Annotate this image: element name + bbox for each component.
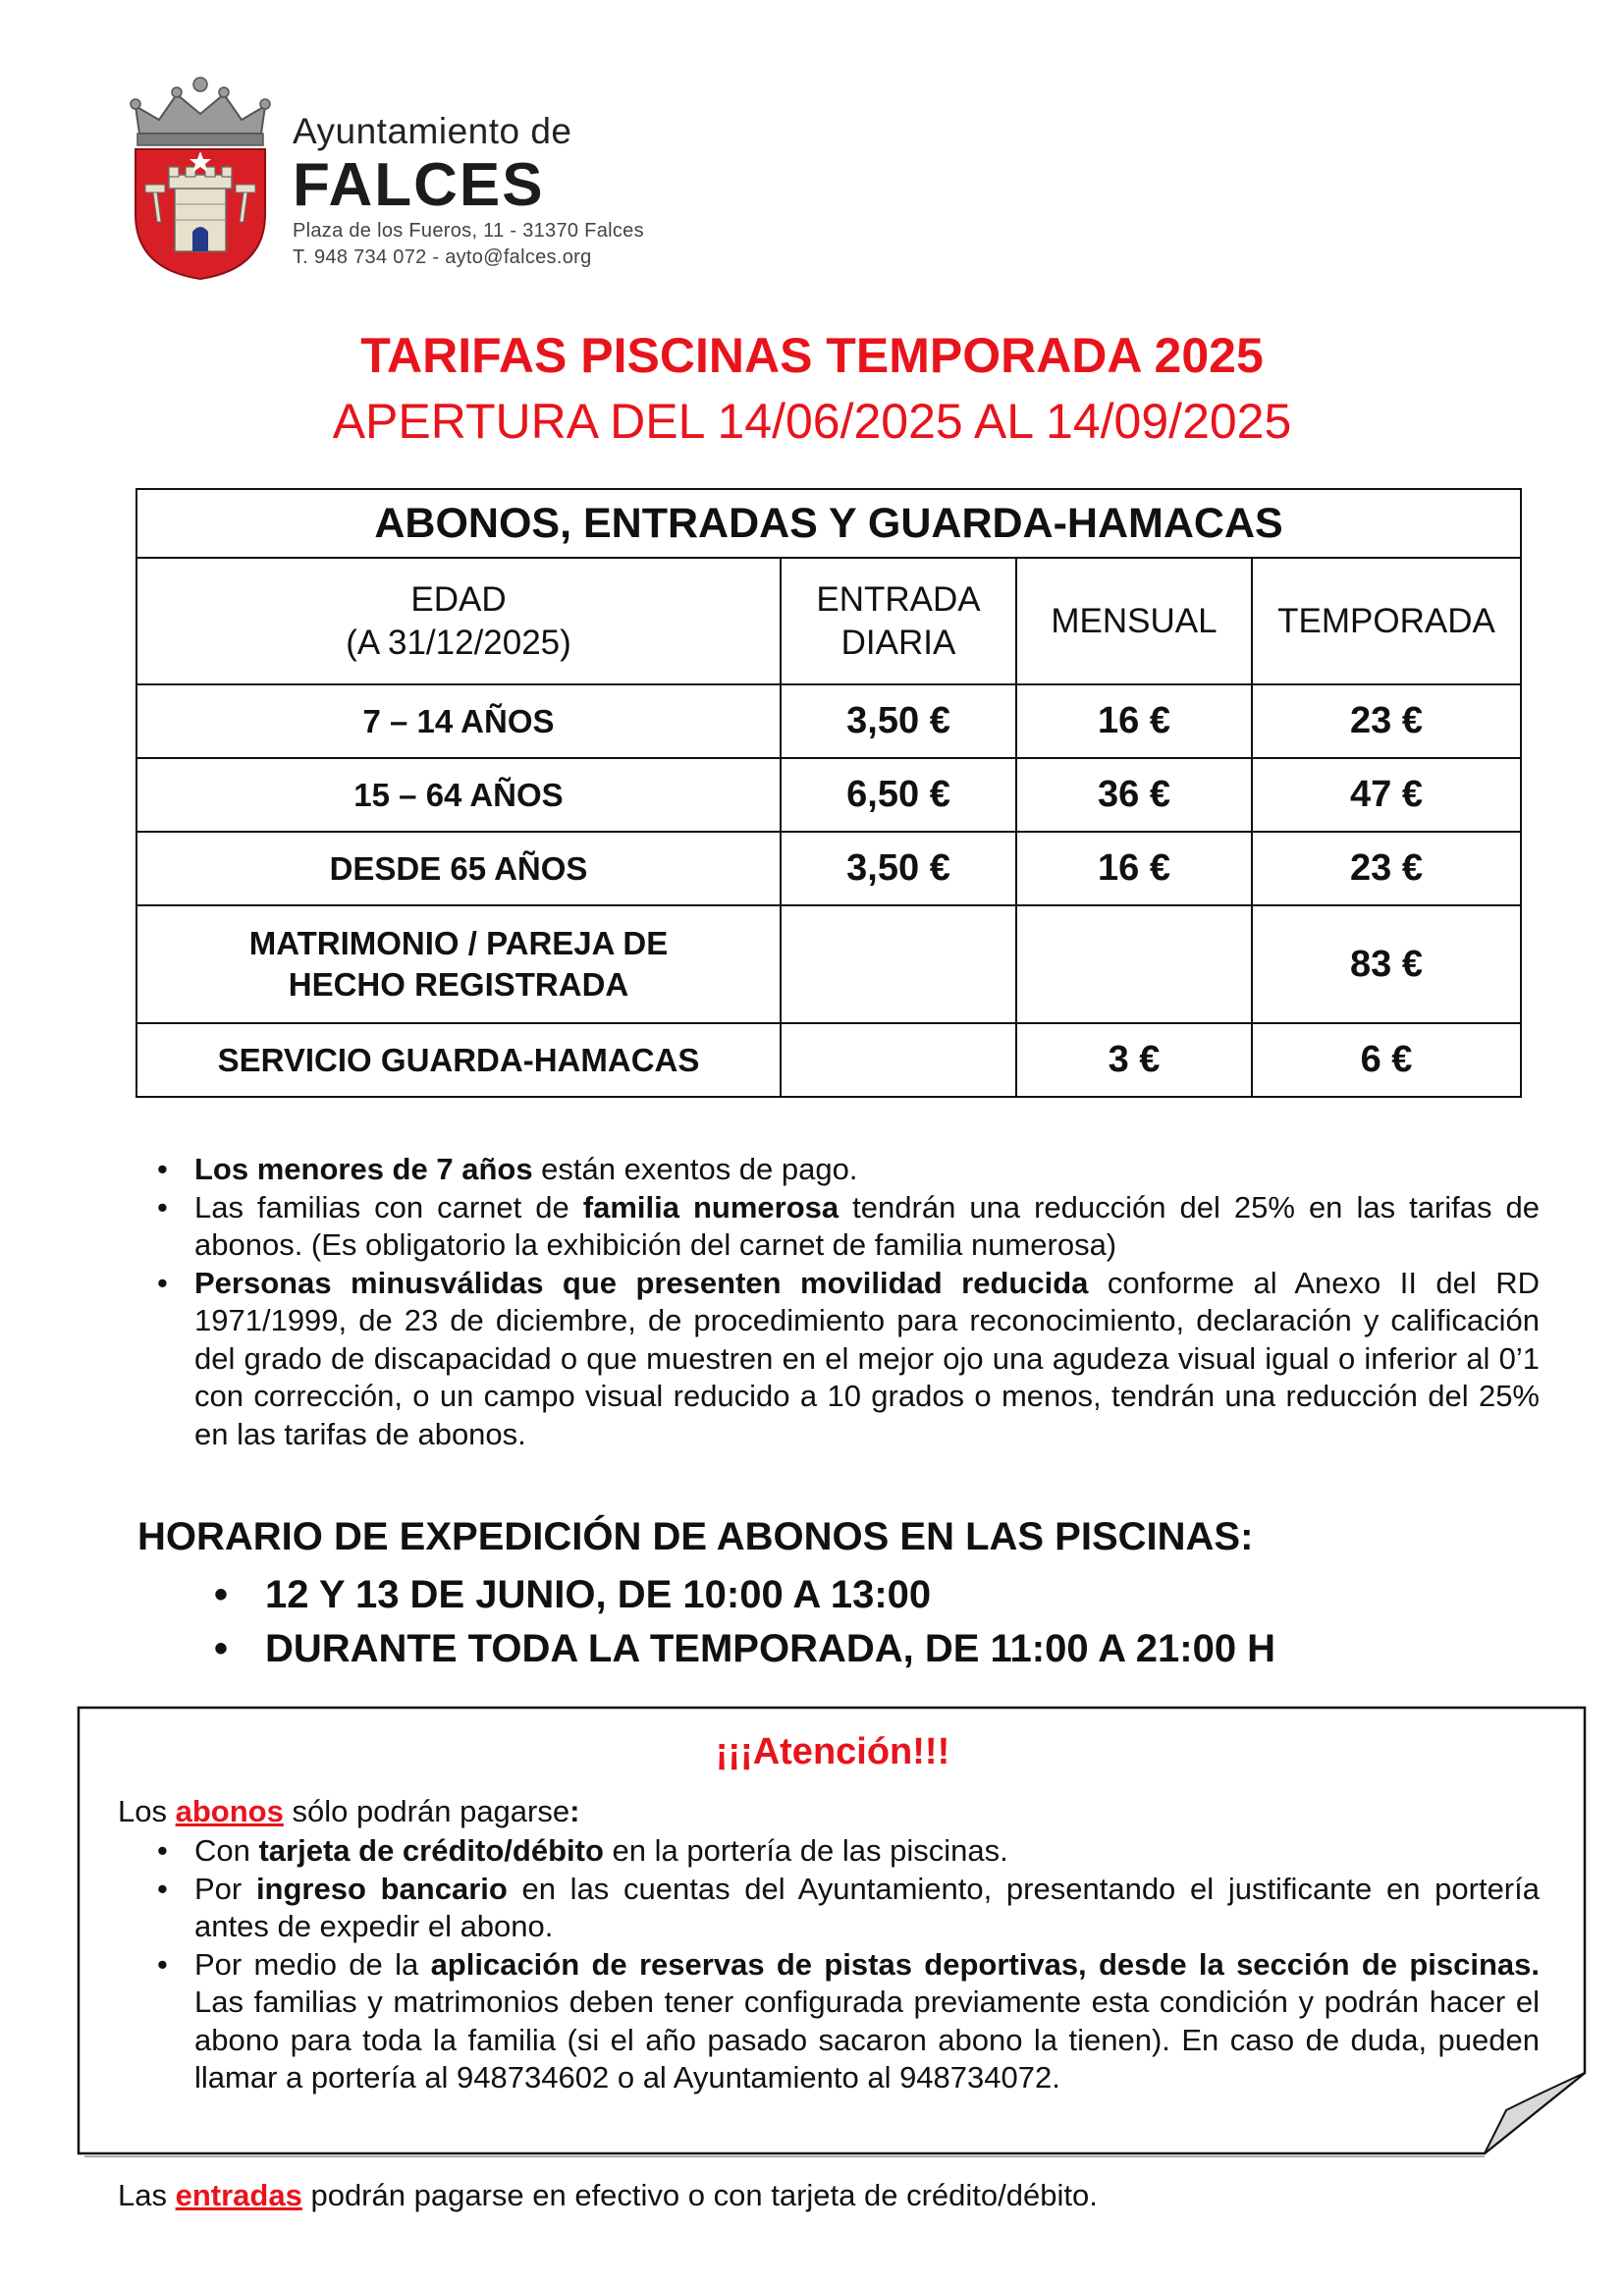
note-text: están exentos de pago.: [532, 1152, 858, 1186]
header-age-line1: EDAD: [410, 579, 507, 619]
price-daily: 6,50 €: [781, 758, 1016, 832]
notes-list: [157, 1151, 1540, 1453]
attention-intro-pre: Los: [118, 1794, 176, 1828]
table-row: [136, 684, 1521, 758]
item-text: Las familias y matrimonios deben tener configurada previamente esta condición y podrán hacer el abono para toda la familia (si el año pasado sacaron abono la tienen). En caso de duda, pueden llamar a portería al 948734602 o al Ayuntamiento al 948734072.: [194, 1985, 1540, 2095]
page-title: TARIFAS PISCINAS TEMPORADA 2025: [360, 328, 1264, 383]
table-caption: ABONOS, ENTRADAS Y GUARDA-HAMACAS: [136, 489, 1521, 558]
abonos-emphasis: abonos: [175, 1794, 284, 1828]
price-daily: 3,50 €: [781, 832, 1016, 905]
item-text: en la portería de las piscinas.: [603, 1833, 1008, 1868]
price-season: 83 €: [1252, 905, 1521, 1023]
list-item: [157, 1946, 1540, 2097]
note-text: tendrán una reducción del 25% en las tarifas de abonos. (Es obligatorio la exhibición del carnet de familia numerosa): [194, 1189, 1540, 1262]
org-name: FALCES: [293, 151, 545, 219]
header-age-line2: (A 31/12/2025): [346, 623, 571, 662]
attention-intro-colon: :: [569, 1794, 580, 1828]
note-bold: Personas minusválidas que presenten movilidad reducida: [194, 1265, 1089, 1300]
note-pre: Las familias con carnet de: [194, 1189, 583, 1224]
table-row: [136, 758, 1521, 832]
list-item: [157, 1832, 1540, 1871]
item-bold: tarjeta de crédito/débito: [258, 1833, 604, 1868]
org-contact: T. 948 734 072 - ayto@falces.org: [293, 246, 592, 268]
header-daily-line2: DIARIA: [840, 623, 956, 662]
attention-intro: [118, 1794, 579, 1829]
list-item: • DURANTE TODA LA TEMPORADA, DE 11:00 A 21:00 H: [214, 1622, 1275, 1676]
note-bold: Los menores de 7 años: [194, 1152, 533, 1186]
list-item: [157, 1151, 1540, 1189]
org-line1: Ayuntamiento de: [293, 111, 572, 151]
footer-pre: Las: [118, 2178, 176, 2212]
price-monthly: 3 €: [1016, 1023, 1252, 1097]
header-daily-line1: ENTRADA: [816, 579, 981, 619]
price-monthly: 16 €: [1016, 832, 1252, 905]
row-label: 7 – 14 AÑOS: [136, 684, 781, 758]
row-label: DESDE 65 AÑOS: [136, 832, 781, 905]
header: [126, 77, 734, 283]
note-text: conforme al Anexo II del RD 1971/1999, de 23 de diciembre, de procedimiento para reconocimiento, declaración y calificación del grado de discapacidad o que muestren en el mejor ojo una agudeza visual igual o inferior al 0’1 con corrección, o un campo visual reducido a 10 grados o menos, tendrán una reducción del 25% en las tarifas de abonos.: [194, 1265, 1540, 1451]
row-label: SERVICIO GUARDA-HAMACAS: [136, 1023, 781, 1097]
table-row: [136, 1023, 1521, 1097]
header-daily: [781, 558, 1016, 684]
list-item: • 12 Y 13 DE JUNIO, DE 10:00 A 13:00: [214, 1568, 1275, 1622]
footer-note: [118, 2178, 1098, 2213]
attention-title: ¡¡¡Atención!!!: [715, 1731, 950, 1772]
row-label: [136, 905, 781, 1023]
item-bold: aplicación de reservas de pistas deportivas, desde la sección de piscinas.: [430, 1946, 1541, 1982]
item-pre: Por: [194, 1871, 256, 1906]
price-daily: [781, 905, 1016, 1023]
list-item: [157, 1871, 1540, 1946]
list-item: [157, 1265, 1540, 1454]
footer-post: podrán pagarse en efectivo o con tarjeta de crédito/débito.: [301, 2178, 1098, 2212]
entradas-emphasis: entradas: [175, 2178, 302, 2212]
item-bold: ingreso bancario: [255, 1871, 508, 1906]
header-season: TEMPORADA: [1252, 558, 1521, 684]
attention-box: [75, 1704, 1591, 2157]
row-label-line1: MATRIMONIO / PAREJA DE: [248, 925, 669, 961]
price-monthly: [1016, 905, 1252, 1023]
price-monthly: 16 €: [1016, 684, 1252, 758]
row-label: 15 – 64 AÑOS: [136, 758, 781, 832]
price-daily: 3,50 €: [781, 684, 1016, 758]
list-item: [157, 1189, 1540, 1265]
item-pre: Con: [194, 1833, 259, 1868]
price-season: 6 €: [1252, 1023, 1521, 1097]
organization-block: [293, 110, 644, 271]
schedule-title: HORARIO DE EXPEDICIÓN DE ABONOS EN LAS PISCINAS:: [137, 1515, 1254, 1558]
payment-methods-list: [157, 1832, 1540, 2097]
price-monthly: 36 €: [1016, 758, 1252, 832]
schedule-list: [214, 1568, 1275, 1676]
price-daily: [781, 1023, 1016, 1097]
price-season: 23 €: [1252, 684, 1521, 758]
header-age: [136, 558, 781, 684]
page-subtitle: APERTURA DEL 14/06/2025 AL 14/09/2025: [332, 394, 1292, 449]
price-season: 23 €: [1252, 832, 1521, 905]
org-address: Plaza de los Fueros, 11 - 31370 Falces: [293, 220, 644, 242]
item-pre: Por medio de la: [194, 1946, 431, 1982]
note-bold: familia numerosa: [582, 1189, 839, 1224]
table-row: [136, 905, 1521, 1023]
price-season: 47 €: [1252, 758, 1521, 832]
table-row: [136, 832, 1521, 905]
item-text: en las cuentas del Ayuntamiento, presentando el justificante en portería antes de expedir el abono.: [194, 1871, 1540, 1943]
rates-table: [135, 488, 1522, 1098]
row-label-line2: HECHO REGISTRADA: [288, 966, 629, 1003]
header-monthly: MENSUAL: [1016, 558, 1252, 684]
coat-of-arms-icon: [126, 77, 275, 283]
attention-intro-post: sólo podrán pagarse: [283, 1794, 570, 1828]
